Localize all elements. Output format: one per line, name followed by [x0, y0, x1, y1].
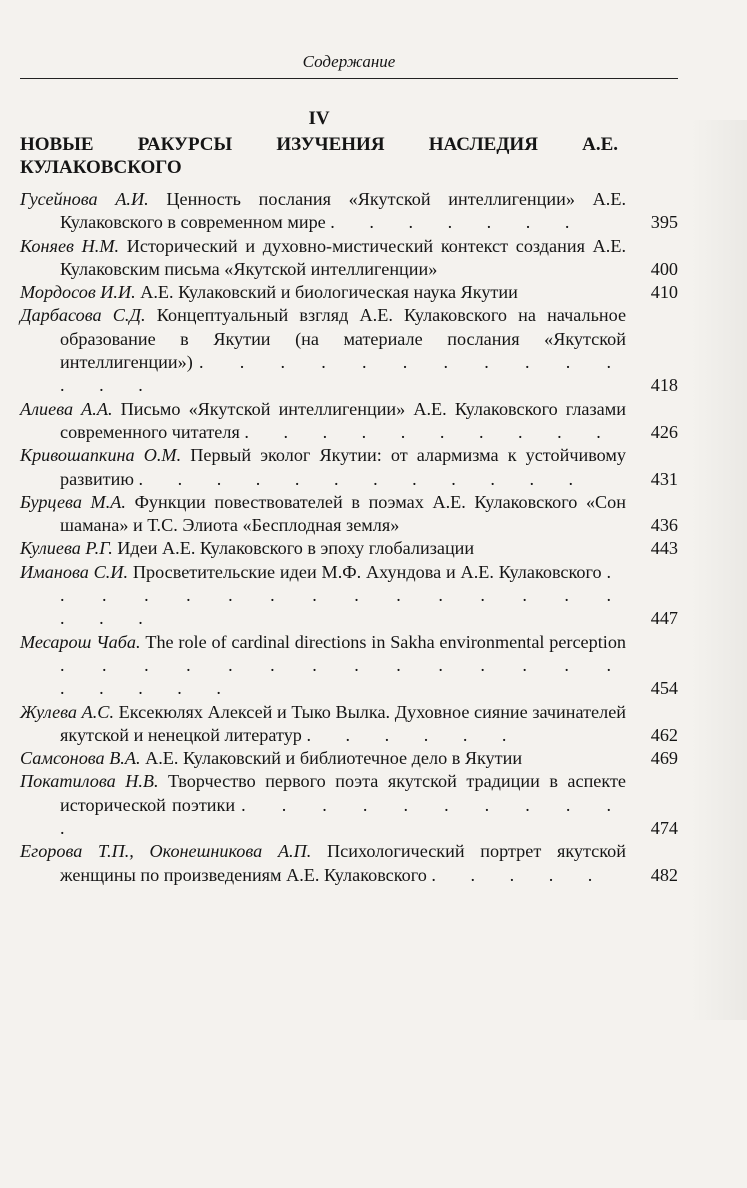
- toc-entry-leader-dots: . . . . . . . . . . . . . .: [60, 352, 626, 396]
- toc-entry-author: Бурцева М.А.: [20, 491, 126, 512]
- section-number: IV: [308, 108, 330, 129]
- header-rule: [20, 78, 678, 79]
- toc-entry-page-number: 454: [650, 678, 678, 699]
- toc-entry-author: Алиева А.А.: [20, 398, 113, 419]
- toc-entry-text: [20, 188, 678, 235]
- toc-entry: [20, 770, 678, 840]
- toc-entry-title: Психологический портрет якутской женщины по произведениям А.Е. Кулаковского: [60, 841, 626, 885]
- toc-entry-leader-dots: . . . . . . . . . . . .: [138, 468, 589, 489]
- toc-entry-page-number: 462: [650, 724, 678, 745]
- toc-entry-author: Кулиева Р.Г.: [20, 538, 113, 559]
- toc-entry-text: [20, 701, 678, 748]
- toc-entry-title: Ценность послания «Якутской интеллигенции» А.Е. Кулаковского в современном мире: [60, 189, 626, 233]
- toc-entry-title: Письмо «Якутской интеллигенции» А.Е. Кулаковского глазами современного читателя: [60, 398, 626, 442]
- section-title: НОВЫЕ РАКУРСЫ ИЗУЧЕНИЯ НАСЛЕДИЯ А.Е. КУЛАКОВСКОГО: [20, 134, 618, 178]
- bleed-through-shading: [690, 120, 747, 1020]
- toc-entry-title: Функции повествователей в поэмах А.Е. Кулаковского «Сон шамана» и Т.С. Элиота «Бесплодная земля»: [60, 491, 626, 536]
- toc-entry-page-number: 426: [650, 421, 678, 442]
- toc-entry-author: Коняев Н.М.: [20, 235, 120, 256]
- toc-entry: [20, 304, 678, 397]
- toc-entry-leader-dots: . . . . . . . . . . . . . . . . . .: [60, 561, 627, 629]
- toc-entry: [20, 444, 678, 491]
- toc-entry-text: [20, 770, 678, 840]
- toc-entry-page-number: 410: [650, 282, 678, 303]
- toc-entry-title: А.Е. Кулаковский и библиотечное дело в Якутии: [145, 748, 523, 769]
- toc-entry-page-number: 469: [650, 748, 678, 769]
- toc-entry: [20, 235, 678, 282]
- toc-entry-page-number: 474: [650, 818, 678, 839]
- toc-entry: [20, 701, 678, 748]
- toc-entry-text: [20, 304, 678, 397]
- toc-entry-title: Первый эколог Якутии: от алармизма к устойчивому развитию: [60, 445, 627, 489]
- toc-entry-text: [20, 444, 678, 491]
- toc-entry-text: [20, 747, 678, 770]
- toc-entry-text: [20, 537, 678, 560]
- toc-entry: [20, 631, 678, 701]
- toc-entry-author: Самсонова В.А.: [20, 748, 141, 769]
- running-head: Содержание: [302, 52, 396, 71]
- toc-entry-text: [20, 561, 678, 631]
- toc-entry-title: Просветительские идеи М.Ф. Ахундова и А.Е. Кулаковского: [132, 561, 602, 582]
- toc-entry-page-number: 400: [650, 258, 678, 279]
- toc-entry-leader-dots: . . . . . . . . . . . . . . . . . . .: [60, 654, 626, 699]
- toc-entry-title: Концептуальный взгляд А.Е. Кулаковского на начальное образование в Якутии (на материале послания «Якутской интеллигенции»): [60, 305, 627, 373]
- toc-entry-page-number: 447: [650, 608, 678, 629]
- toc-entry-text: [20, 840, 678, 887]
- toc-entry-author: Гусейнова А.И.: [20, 189, 149, 209]
- toc-entry-author: Иманова С.И.: [20, 561, 129, 582]
- toc-list: [20, 188, 678, 887]
- toc-entry: [20, 188, 678, 235]
- toc-entry: [20, 398, 678, 445]
- toc-entry-leader-dots: . . . . . . . . . . .: [60, 794, 627, 839]
- toc-entry: [20, 537, 678, 560]
- toc-entry: [20, 840, 678, 887]
- toc-entry-title: The role of cardinal directions in Sakha environmental perception: [145, 631, 627, 652]
- toc-entry-text: [20, 398, 678, 445]
- toc-entry-leader-dots: . . . . . . . . . .: [244, 421, 616, 442]
- toc-entry-page-number: 482: [650, 864, 678, 885]
- toc-entry: [20, 747, 678, 770]
- toc-entry-page-number: 418: [650, 375, 678, 396]
- toc-entry-author: Жулева А.С.: [20, 701, 114, 722]
- toc-entry-page-number: 443: [650, 538, 678, 559]
- toc-entry-text: [20, 631, 678, 701]
- toc-entry-text: [20, 281, 678, 304]
- toc-entry-author: Кривошапкина О.М.: [20, 445, 182, 466]
- toc-entry-leader-dots: . . . . . .: [306, 724, 522, 745]
- toc-entry-author: Месарош Чаба.: [20, 631, 141, 652]
- toc-entry-page-number: 395: [650, 212, 678, 233]
- toc-entry-author: Покатилова Н.В.: [20, 771, 159, 792]
- toc-entry-title: Исторический и духовно-мистический контекст создания А.Е. Кулаковским письма «Якутской интеллигенции»: [60, 235, 626, 279]
- toc-entry: [20, 491, 678, 538]
- toc-entry-author: Егорова Т.П., Оконешникова А.П.: [20, 841, 312, 862]
- toc-entry-title: Творчество первого поэта якутской традиции в аспекте исторической поэтики: [60, 771, 626, 815]
- toc-entry-page-number: 436: [650, 515, 678, 536]
- toc-entry-title: А.Е. Кулаковский и биологическая наука Якутии: [140, 282, 518, 303]
- toc-entry-author: Дарбасова С.Д.: [20, 305, 146, 326]
- toc-entry: [20, 561, 678, 631]
- toc-entry: [20, 281, 678, 304]
- toc-entry-author: Мордосов И.И.: [20, 282, 136, 303]
- toc-entry-page-number: 431: [650, 468, 678, 489]
- toc-entry-leader-dots: . . . . . . .: [330, 212, 585, 233]
- toc-entry-title: Идеи А.Е. Кулаковского в эпоху глобализации: [117, 538, 475, 559]
- toc-entry-title: Ексекюлях Алексей и Тыко Вылка. Духовное сияние зачинателей якутской и ненецкой литератур: [60, 701, 627, 745]
- toc-entry-text: [20, 235, 678, 282]
- toc-entry-text: [20, 491, 678, 538]
- toc-entry-leader-dots: . . . . .: [431, 864, 608, 885]
